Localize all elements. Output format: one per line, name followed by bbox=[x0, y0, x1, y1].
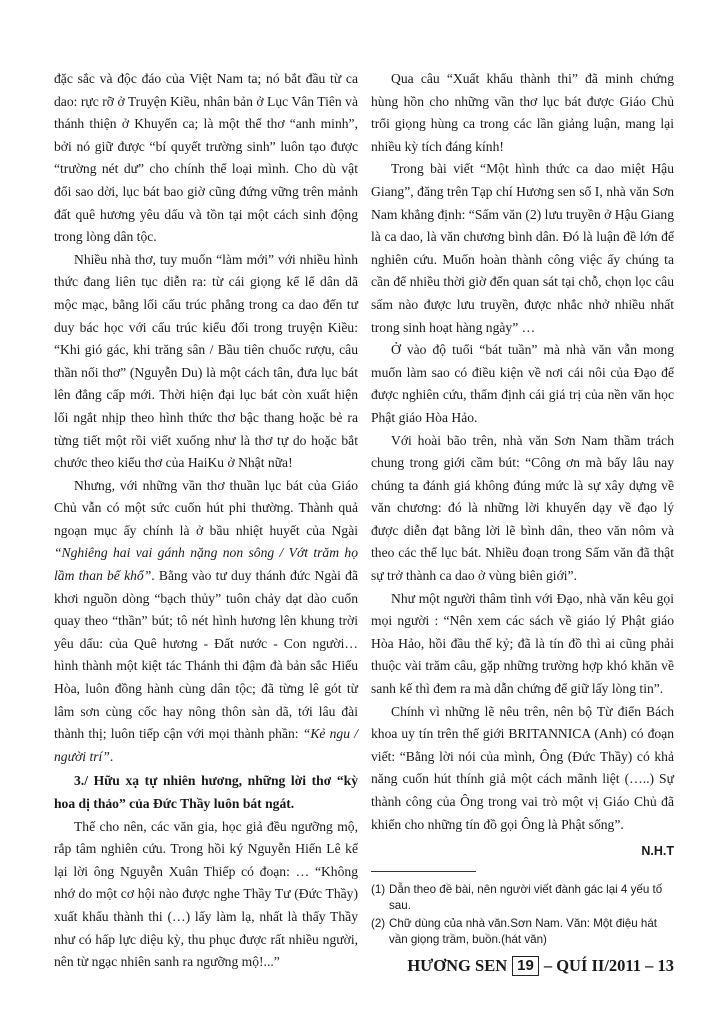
body-paragraph: Qua câu “Xuất khẩu thành thi” đã minh chứng hùng hồn cho những vần thơ lục bát được Giáo Chủ trổi giọng hùng ca trong các lần giảng luận, mang lại nhiều kỳ tích đáng kính! bbox=[371, 71, 674, 154]
footnote-number: (2) bbox=[371, 917, 386, 930]
body-paragraph: Thế cho nên, các văn gia, học giả đều ngưỡng mộ, rắp tâm nghiên cứu. Trong hồi ký Nguyễn Hiến Lê kể lại lời ông Nguyễn Xuân Thiếp có đoạn: … “Không nhớ do một cơ hội nào được nghe Thầy Tư (Đức Thầy) xuất khẩu thành thi (…) lấy làm lạ, nhất là thấy Thầy như có hấp lực diệu kỳ, thu phục được rất nhiều người, nên từ ngạc nhiên sanh ra ngưỡng mộ!...” bbox=[54, 818, 358, 970]
body-paragraph bbox=[54, 475, 358, 769]
body-paragraph: Nhiều nhà thơ, tuy muốn “làm mới” với nhiều hình thức đang liên tục diễn ra: từ cái giọng kể lể dân dã mộc mạc, bằng lối cấu trúc phẳng trong ca dao đến tư duy bác học với cấu trúc kiểu đối trong truyện Kiều: “Khi gió gác, khi trăng sân / Bầu tiên chuốc rượu, câu thần nối thơ” (Nguyễn Du) là một cách tân, đưa lục bát lên đẳng cấp mới. Thời hiện đại lục bát còn xuất hiện lối ngắt nhịp theo hình thức thơ bậc thang hoặc bẻ ra từng tiết một rồi viết xuống như là thơ tự do hoặc bắt chước theo kiểu thơ của HaiKu ở Nhật nữa! bbox=[54, 251, 358, 471]
author-signature: N.H.T bbox=[641, 844, 674, 859]
page-footer bbox=[407, 956, 674, 976]
body-paragraph: đặc sắc và độc đáo của Việt Nam ta; nó bắt đầu từ ca dao: rực rỡ ở Truyện Kiều, nhân bản ở Lục Vân Tiên và thánh thiện ở Khuyến ca; là một thể thơ “anh minh”, bởi nó giữ được “bí quyết trường sinh” luôn tạo được “trường nét dư” cho chính thể loại mình. Cho dù vật đổi sao dời, lục bát bao giờ cũng đứng vững trên mảnh đất quê hương yêu dấu và tồn tại một cách sinh động trong lòng dân tộc. bbox=[54, 71, 358, 245]
poem-quote: “Nghiêng hai vai gánh nặng non sông / Vớt trăm họ lầm than bể khổ” bbox=[54, 545, 358, 584]
period-page: – QUÍ II/2011 – 13 bbox=[543, 956, 674, 975]
body-paragraph: Ở vào độ tuổi “bát tuần” mà nhà văn vẫn mong muốn làm sao có điều kiện về nơi cái nôi của Đạo để được nghiên cứu, thẩm định cái giá trị của nền văn học Phật giáo Hòa Hảo. bbox=[371, 342, 674, 425]
footnote-text: Dẫn theo đề bài, nên người viết đành gác lại 4 yếu tố sau. bbox=[389, 883, 663, 912]
body-paragraph: Với hoài bão trên, nhà văn Sơn Nam thầm trách chung trong giới cầm bút: “Công ơn mà bấy lâu nay chúng ta đánh giá không đúng mức là sự xây dựng về văn chương: đó là những lời khuyến dạy về đạo lý được diễn đạt bằng lời lẽ bình dân, theo văn nôm và theo các thể lục bát. Nhiều đoạn trong Sấm văn đã thật sự trở thành ca dao ở vùng biên giới”. bbox=[371, 432, 674, 584]
footnote-divider bbox=[371, 871, 476, 872]
right-column bbox=[371, 68, 674, 863]
body-text: . Bằng vào tư duy thánh đức Ngài đã khơi nguồn dòng “bạch thủy” tuôn chảy dạt dào cuốn quay theo “thần” bút; tô nét hình hương lên khung trời yêu dấu: của Quê hương - Đất nước - Con người… hình thành một kiệt tác Thánh thi đậm đà bản sắc Hiếu Hòa, luôn đồng hành cùng dân tộc; đã từng lê gót từ lâm sơn cùng cốc hay nông thôn sàn dã, tới lâu đài thành thị; luôn tiếp cận với mọi thành phần: bbox=[54, 568, 358, 742]
left-column bbox=[54, 68, 358, 974]
footnote-text: Chữ dùng của nhà văn.Sơn Nam. Văn: Một điệu hát vần giọng trầm, buồn.(hát văn) bbox=[389, 917, 658, 946]
footnotes bbox=[371, 882, 674, 950]
section-heading: 3./ Hữu xạ tự nhiên hương, những lời thơ “kỳ hoa dị thảo” của Đức Thầy luôn bát ngát. bbox=[54, 773, 358, 811]
footnote-number: (1) bbox=[371, 883, 386, 896]
body-text: Nhưng, với những vần thơ thuần lục bát của Giáo Chủ vẫn có một sức cuốn hút phi thường. Thành quả ngoạn mục ấy chính là ở bầu nhiệt huyết của Ngài bbox=[54, 477, 358, 538]
magazine-name: HƯƠNG SEN bbox=[407, 956, 508, 975]
poem-quote: “Kẻ ngu / người trí” bbox=[54, 726, 358, 764]
body-text: . bbox=[109, 748, 114, 764]
issue-number-box: 19 bbox=[512, 956, 539, 976]
footnote bbox=[371, 916, 674, 948]
body-paragraph: Chính vì những lẽ nêu trên, nên bộ Từ điển Bách khoa uy tín trên thế giới BRITANNICA (Anh) có đoạn viết: “Bằng lời nói của mình, Ông (Đức Thầy) có khả năng cuốn hút thính giả một cách mãnh liệt (…..) Sự thành công của Ông trong vai trò một vị Giáo Chủ đã khiến cho những tín đồ gọi Ông là Phật sống”. bbox=[371, 703, 674, 832]
footnote bbox=[371, 882, 674, 914]
body-paragraph: Như một người thâm tình với Đạo, nhà văn kêu gọi mọi người : “Nên xem các sách về giáo lý Phật giáo Hòa Hảo, hồi đầu thế kỷ; đã là tín đồ thì ai cũng phải thuộc vài trăm câu, gặp những trường hợp khó khăn về sanh kế thì đem ra mà dẫn chứng để giữ lấy lòng tin”. bbox=[371, 590, 674, 697]
body-paragraph: Trong bài viết “Một hình thức ca dao miệt Hậu Giang”, đăng trên Tạp chí Hương sen số I, nhà văn Sơn Nam khẳng định: “Sấm văn (2) lưu truyền ở Hậu Giang là ca dao, là văn chương bình dân. Đó là luận đề lớn để nghiên cứu. Muốn hoàn thành công việc ấy chúng ta cần để nhiều thời giờ đến quan sát tại chỗ, chọn lọc câu sấm nào được lưu truyền, được nhắc nhở nhiều nhất trong sinh hoạt hàng ngày” … bbox=[371, 161, 674, 335]
